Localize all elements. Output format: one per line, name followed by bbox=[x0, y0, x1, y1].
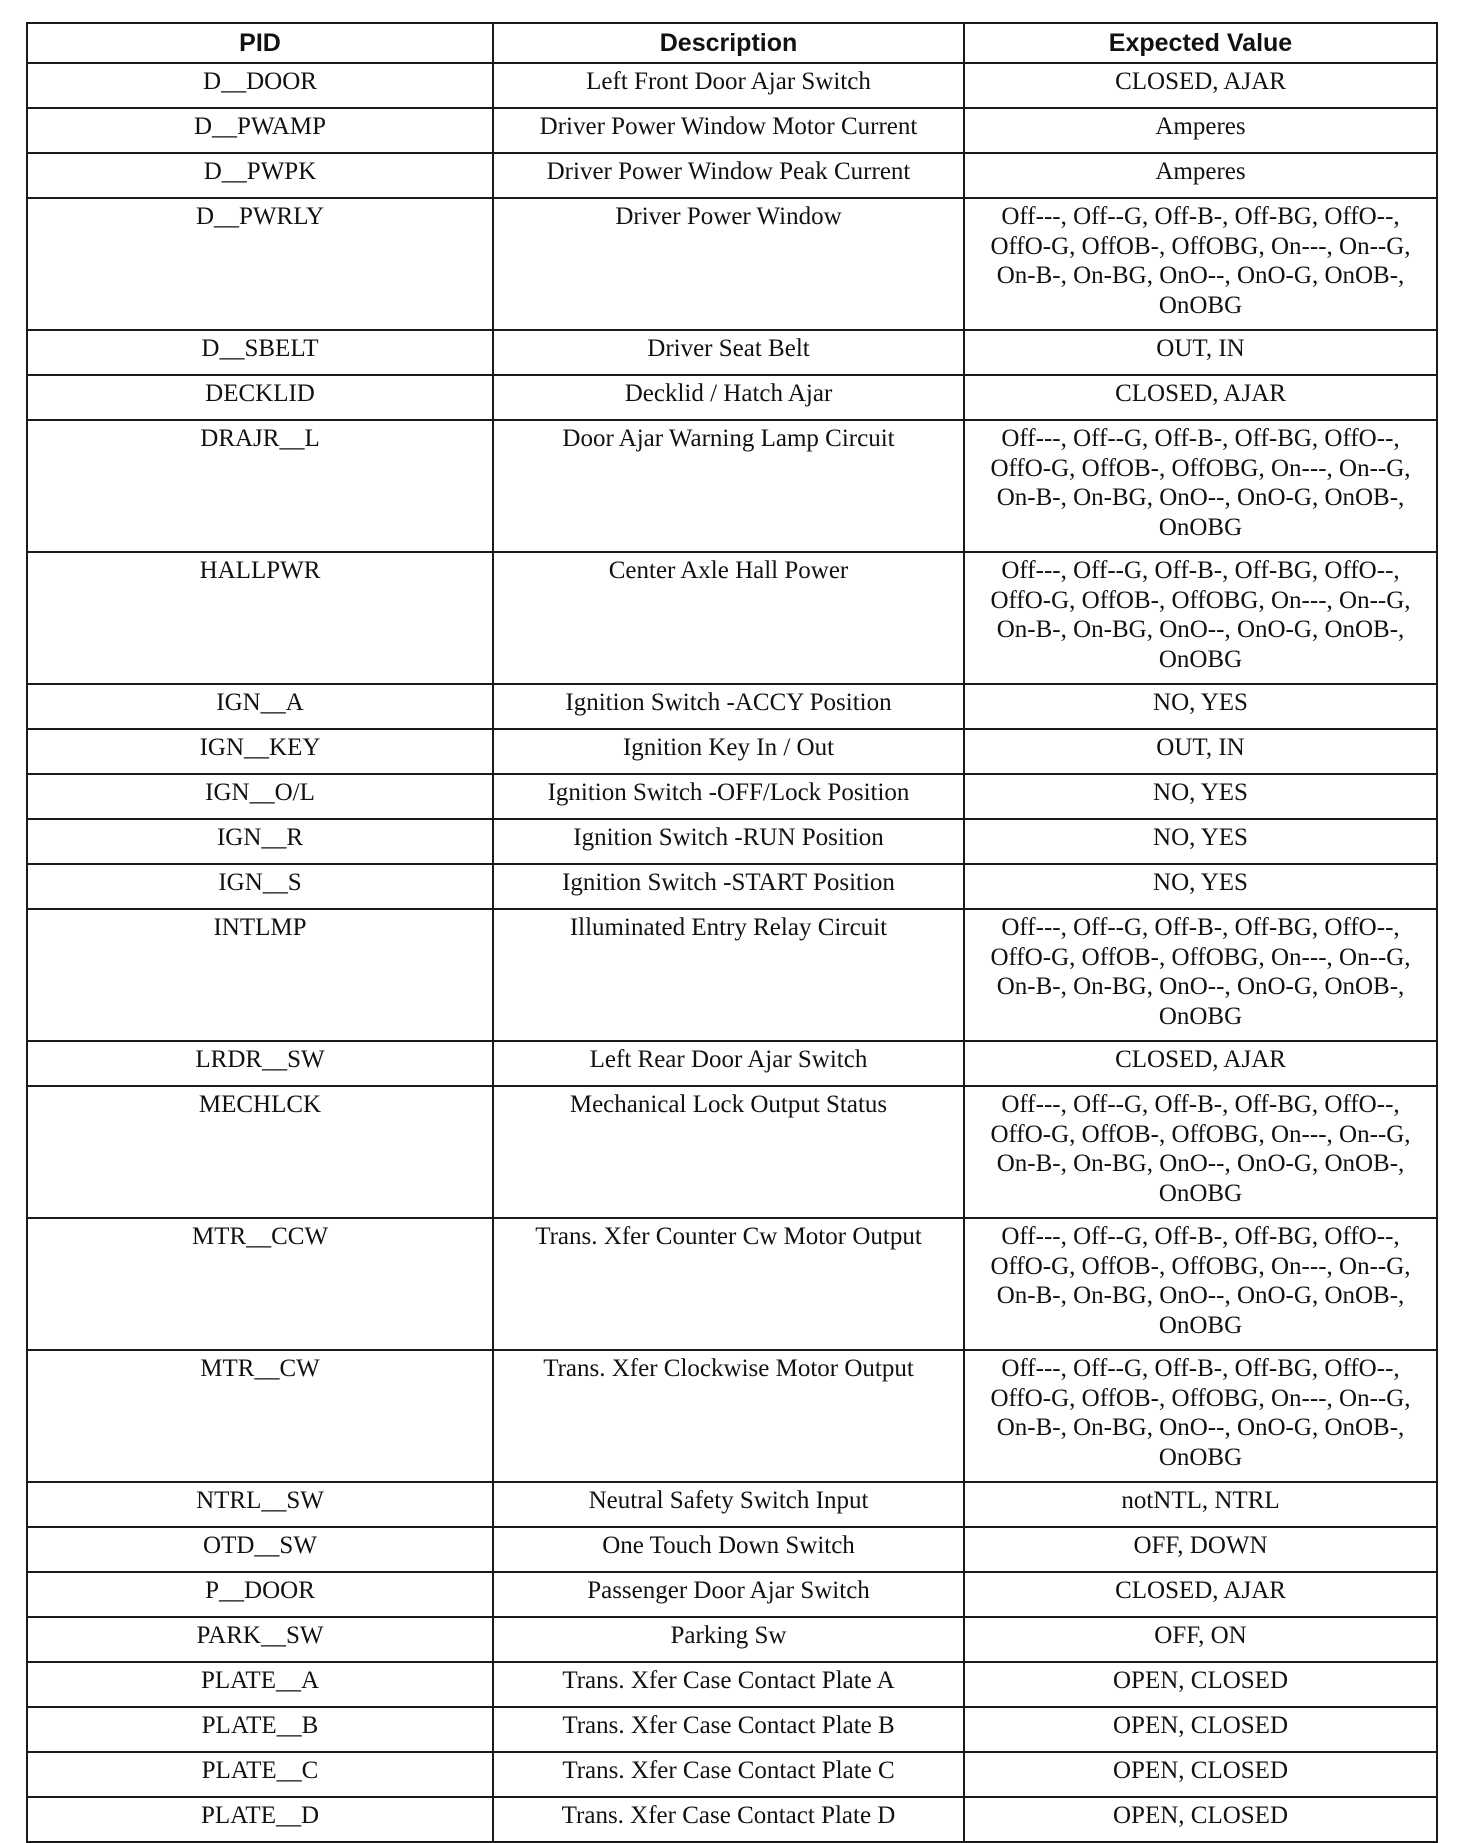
pid-cell: NTRL__SW bbox=[27, 1482, 493, 1527]
description-cell: Ignition Switch -OFF/Lock Position bbox=[493, 774, 964, 819]
table-row bbox=[27, 1662, 1437, 1707]
table-row bbox=[27, 153, 1437, 198]
pid-cell: OTD__SW bbox=[27, 1527, 493, 1572]
pid-cell: IGN__S bbox=[27, 864, 493, 909]
pid-cell: PARK__SW bbox=[27, 1617, 493, 1662]
pid-cell: MTR__CW bbox=[27, 1350, 493, 1482]
expected-value-cell: OPEN, CLOSED bbox=[964, 1797, 1437, 1842]
expected-value-cell: OPEN, CLOSED bbox=[964, 1707, 1437, 1752]
expected-value-cell: Off---, Off--G, Off-B-, Off-BG, OffO--, OffO-G, OffOB-, OffOBG, On---, On--G, On-B-, On-BG, OnO--, OnO-G, OnOB-, OnOBG bbox=[964, 1350, 1437, 1482]
table-row bbox=[27, 1482, 1437, 1527]
expected-value-cell: OUT, IN bbox=[964, 729, 1437, 774]
expected-value-cell: Off---, Off--G, Off-B-, Off-BG, OffO--, OffO-G, OffOB-, OffOBG, On---, On--G, On-B-, On-BG, OnO--, OnO-G, OnOB-, OnOBG bbox=[964, 1086, 1437, 1218]
description-cell: Decklid / Hatch Ajar bbox=[493, 375, 964, 420]
pid-cell: MTR__CCW bbox=[27, 1218, 493, 1350]
table-row bbox=[27, 63, 1437, 108]
table-row bbox=[27, 198, 1437, 330]
pid-cell: D__SBELT bbox=[27, 330, 493, 375]
table-row bbox=[27, 330, 1437, 375]
description-cell: Left Rear Door Ajar Switch bbox=[493, 1041, 964, 1086]
table-row bbox=[27, 1617, 1437, 1662]
description-cell: Trans. Xfer Clockwise Motor Output bbox=[493, 1350, 964, 1482]
pid-cell: IGN__O/L bbox=[27, 774, 493, 819]
description-cell: Neutral Safety Switch Input bbox=[493, 1482, 964, 1527]
table-row bbox=[27, 375, 1437, 420]
description-cell: Trans. Xfer Counter Cw Motor Output bbox=[493, 1218, 964, 1350]
pid-table bbox=[26, 22, 1438, 1843]
table-row bbox=[27, 684, 1437, 729]
pid-cell: LRDR__SW bbox=[27, 1041, 493, 1086]
description-cell: Driver Power Window Motor Current bbox=[493, 108, 964, 153]
table-row bbox=[27, 1218, 1437, 1350]
description-cell: Ignition Key In / Out bbox=[493, 729, 964, 774]
description-cell: Trans. Xfer Case Contact Plate B bbox=[493, 1707, 964, 1752]
expected-value-cell: notNTL, NTRL bbox=[964, 1482, 1437, 1527]
table-row bbox=[27, 552, 1437, 684]
table-row bbox=[27, 1707, 1437, 1752]
pid-cell: P__DOOR bbox=[27, 1572, 493, 1617]
expected-value-cell: CLOSED, AJAR bbox=[964, 375, 1437, 420]
expected-value-cell: Off---, Off--G, Off-B-, Off-BG, OffO--, OffO-G, OffOB-, OffOBG, On---, On--G, On-B-, On-BG, OnO--, OnO-G, OnOB-, OnOBG bbox=[964, 909, 1437, 1041]
description-cell: One Touch Down Switch bbox=[493, 1527, 964, 1572]
pid-cell: PLATE__D bbox=[27, 1797, 493, 1842]
table-row bbox=[27, 1086, 1437, 1218]
expected-value-cell: Off---, Off--G, Off-B-, Off-BG, OffO--, OffO-G, OffOB-, OffOBG, On---, On--G, On-B-, On-BG, OnO--, OnO-G, OnOB-, OnOBG bbox=[964, 552, 1437, 684]
expected-value-cell: Off---, Off--G, Off-B-, Off-BG, OffO--, OffO-G, OffOB-, OffOBG, On---, On--G, On-B-, On-BG, OnO--, OnO-G, OnOB-, OnOBG bbox=[964, 1218, 1437, 1350]
expected-value-cell: Off---, Off--G, Off-B-, Off-BG, OffO--, OffO-G, OffOB-, OffOBG, On---, On--G, On-B-, On-BG, OnO--, OnO-G, OnOB-, OnOBG bbox=[964, 198, 1437, 330]
description-cell: Trans. Xfer Case Contact Plate D bbox=[493, 1797, 964, 1842]
table-row bbox=[27, 420, 1437, 552]
expected-value-cell: OPEN, CLOSED bbox=[964, 1752, 1437, 1797]
table-row bbox=[27, 1041, 1437, 1086]
description-cell: Ignition Switch -RUN Position bbox=[493, 819, 964, 864]
table-row bbox=[27, 1527, 1437, 1572]
column-header-expected-value: Expected Value bbox=[964, 23, 1437, 63]
expected-value-cell: CLOSED, AJAR bbox=[964, 63, 1437, 108]
expected-value-cell: OFF, ON bbox=[964, 1617, 1437, 1662]
pid-cell: D__DOOR bbox=[27, 63, 493, 108]
pid-cell: IGN__KEY bbox=[27, 729, 493, 774]
table-row bbox=[27, 729, 1437, 774]
table-body bbox=[27, 63, 1437, 1842]
expected-value-cell: CLOSED, AJAR bbox=[964, 1572, 1437, 1617]
pid-cell: INTLMP bbox=[27, 909, 493, 1041]
pid-cell: IGN__R bbox=[27, 819, 493, 864]
table-header-row bbox=[27, 23, 1437, 63]
table-row bbox=[27, 1797, 1437, 1842]
expected-value-cell: CLOSED, AJAR bbox=[964, 1041, 1437, 1086]
expected-value-cell: NO, YES bbox=[964, 774, 1437, 819]
description-cell: Driver Seat Belt bbox=[493, 330, 964, 375]
description-cell: Center Axle Hall Power bbox=[493, 552, 964, 684]
description-cell: Trans. Xfer Case Contact Plate A bbox=[493, 1662, 964, 1707]
expected-value-cell: NO, YES bbox=[964, 864, 1437, 909]
expected-value-cell: Amperes bbox=[964, 153, 1437, 198]
table-row bbox=[27, 1752, 1437, 1797]
table-row bbox=[27, 864, 1437, 909]
pid-cell: IGN__A bbox=[27, 684, 493, 729]
description-cell: Ignition Switch -START Position bbox=[493, 864, 964, 909]
description-cell: Driver Power Window Peak Current bbox=[493, 153, 964, 198]
expected-value-cell: OFF, DOWN bbox=[964, 1527, 1437, 1572]
expected-value-cell: OUT, IN bbox=[964, 330, 1437, 375]
pid-cell: HALLPWR bbox=[27, 552, 493, 684]
description-cell: Door Ajar Warning Lamp Circuit bbox=[493, 420, 964, 552]
pid-cell: DRAJR__L bbox=[27, 420, 493, 552]
column-header-pid: PID bbox=[27, 23, 493, 63]
column-header-description: Description bbox=[493, 23, 964, 63]
expected-value-cell: OPEN, CLOSED bbox=[964, 1662, 1437, 1707]
pid-cell: PLATE__B bbox=[27, 1707, 493, 1752]
description-cell: Ignition Switch -ACCY Position bbox=[493, 684, 964, 729]
expected-value-cell: NO, YES bbox=[964, 819, 1437, 864]
description-cell: Passenger Door Ajar Switch bbox=[493, 1572, 964, 1617]
expected-value-cell: Off---, Off--G, Off-B-, Off-BG, OffO--, OffO-G, OffOB-, OffOBG, On---, On--G, On-B-, On-BG, OnO--, OnO-G, OnOB-, OnOBG bbox=[964, 420, 1437, 552]
table-row bbox=[27, 774, 1437, 819]
description-cell: Left Front Door Ajar Switch bbox=[493, 63, 964, 108]
table-row bbox=[27, 1350, 1437, 1482]
table-row bbox=[27, 1572, 1437, 1617]
description-cell: Mechanical Lock Output Status bbox=[493, 1086, 964, 1218]
pid-cell: D__PWAMP bbox=[27, 108, 493, 153]
pid-cell: DECKLID bbox=[27, 375, 493, 420]
description-cell: Trans. Xfer Case Contact Plate C bbox=[493, 1752, 964, 1797]
pid-cell: PLATE__C bbox=[27, 1752, 493, 1797]
table-row bbox=[27, 909, 1437, 1041]
expected-value-cell: NO, YES bbox=[964, 684, 1437, 729]
pid-cell: D__PWRLY bbox=[27, 198, 493, 330]
table-row bbox=[27, 108, 1437, 153]
description-cell: Illuminated Entry Relay Circuit bbox=[493, 909, 964, 1041]
pid-cell: D__PWPK bbox=[27, 153, 493, 198]
description-cell: Driver Power Window bbox=[493, 198, 964, 330]
pid-cell: PLATE__A bbox=[27, 1662, 493, 1707]
pid-cell: MECHLCK bbox=[27, 1086, 493, 1218]
expected-value-cell: Amperes bbox=[964, 108, 1437, 153]
description-cell: Parking Sw bbox=[493, 1617, 964, 1662]
table-row bbox=[27, 819, 1437, 864]
